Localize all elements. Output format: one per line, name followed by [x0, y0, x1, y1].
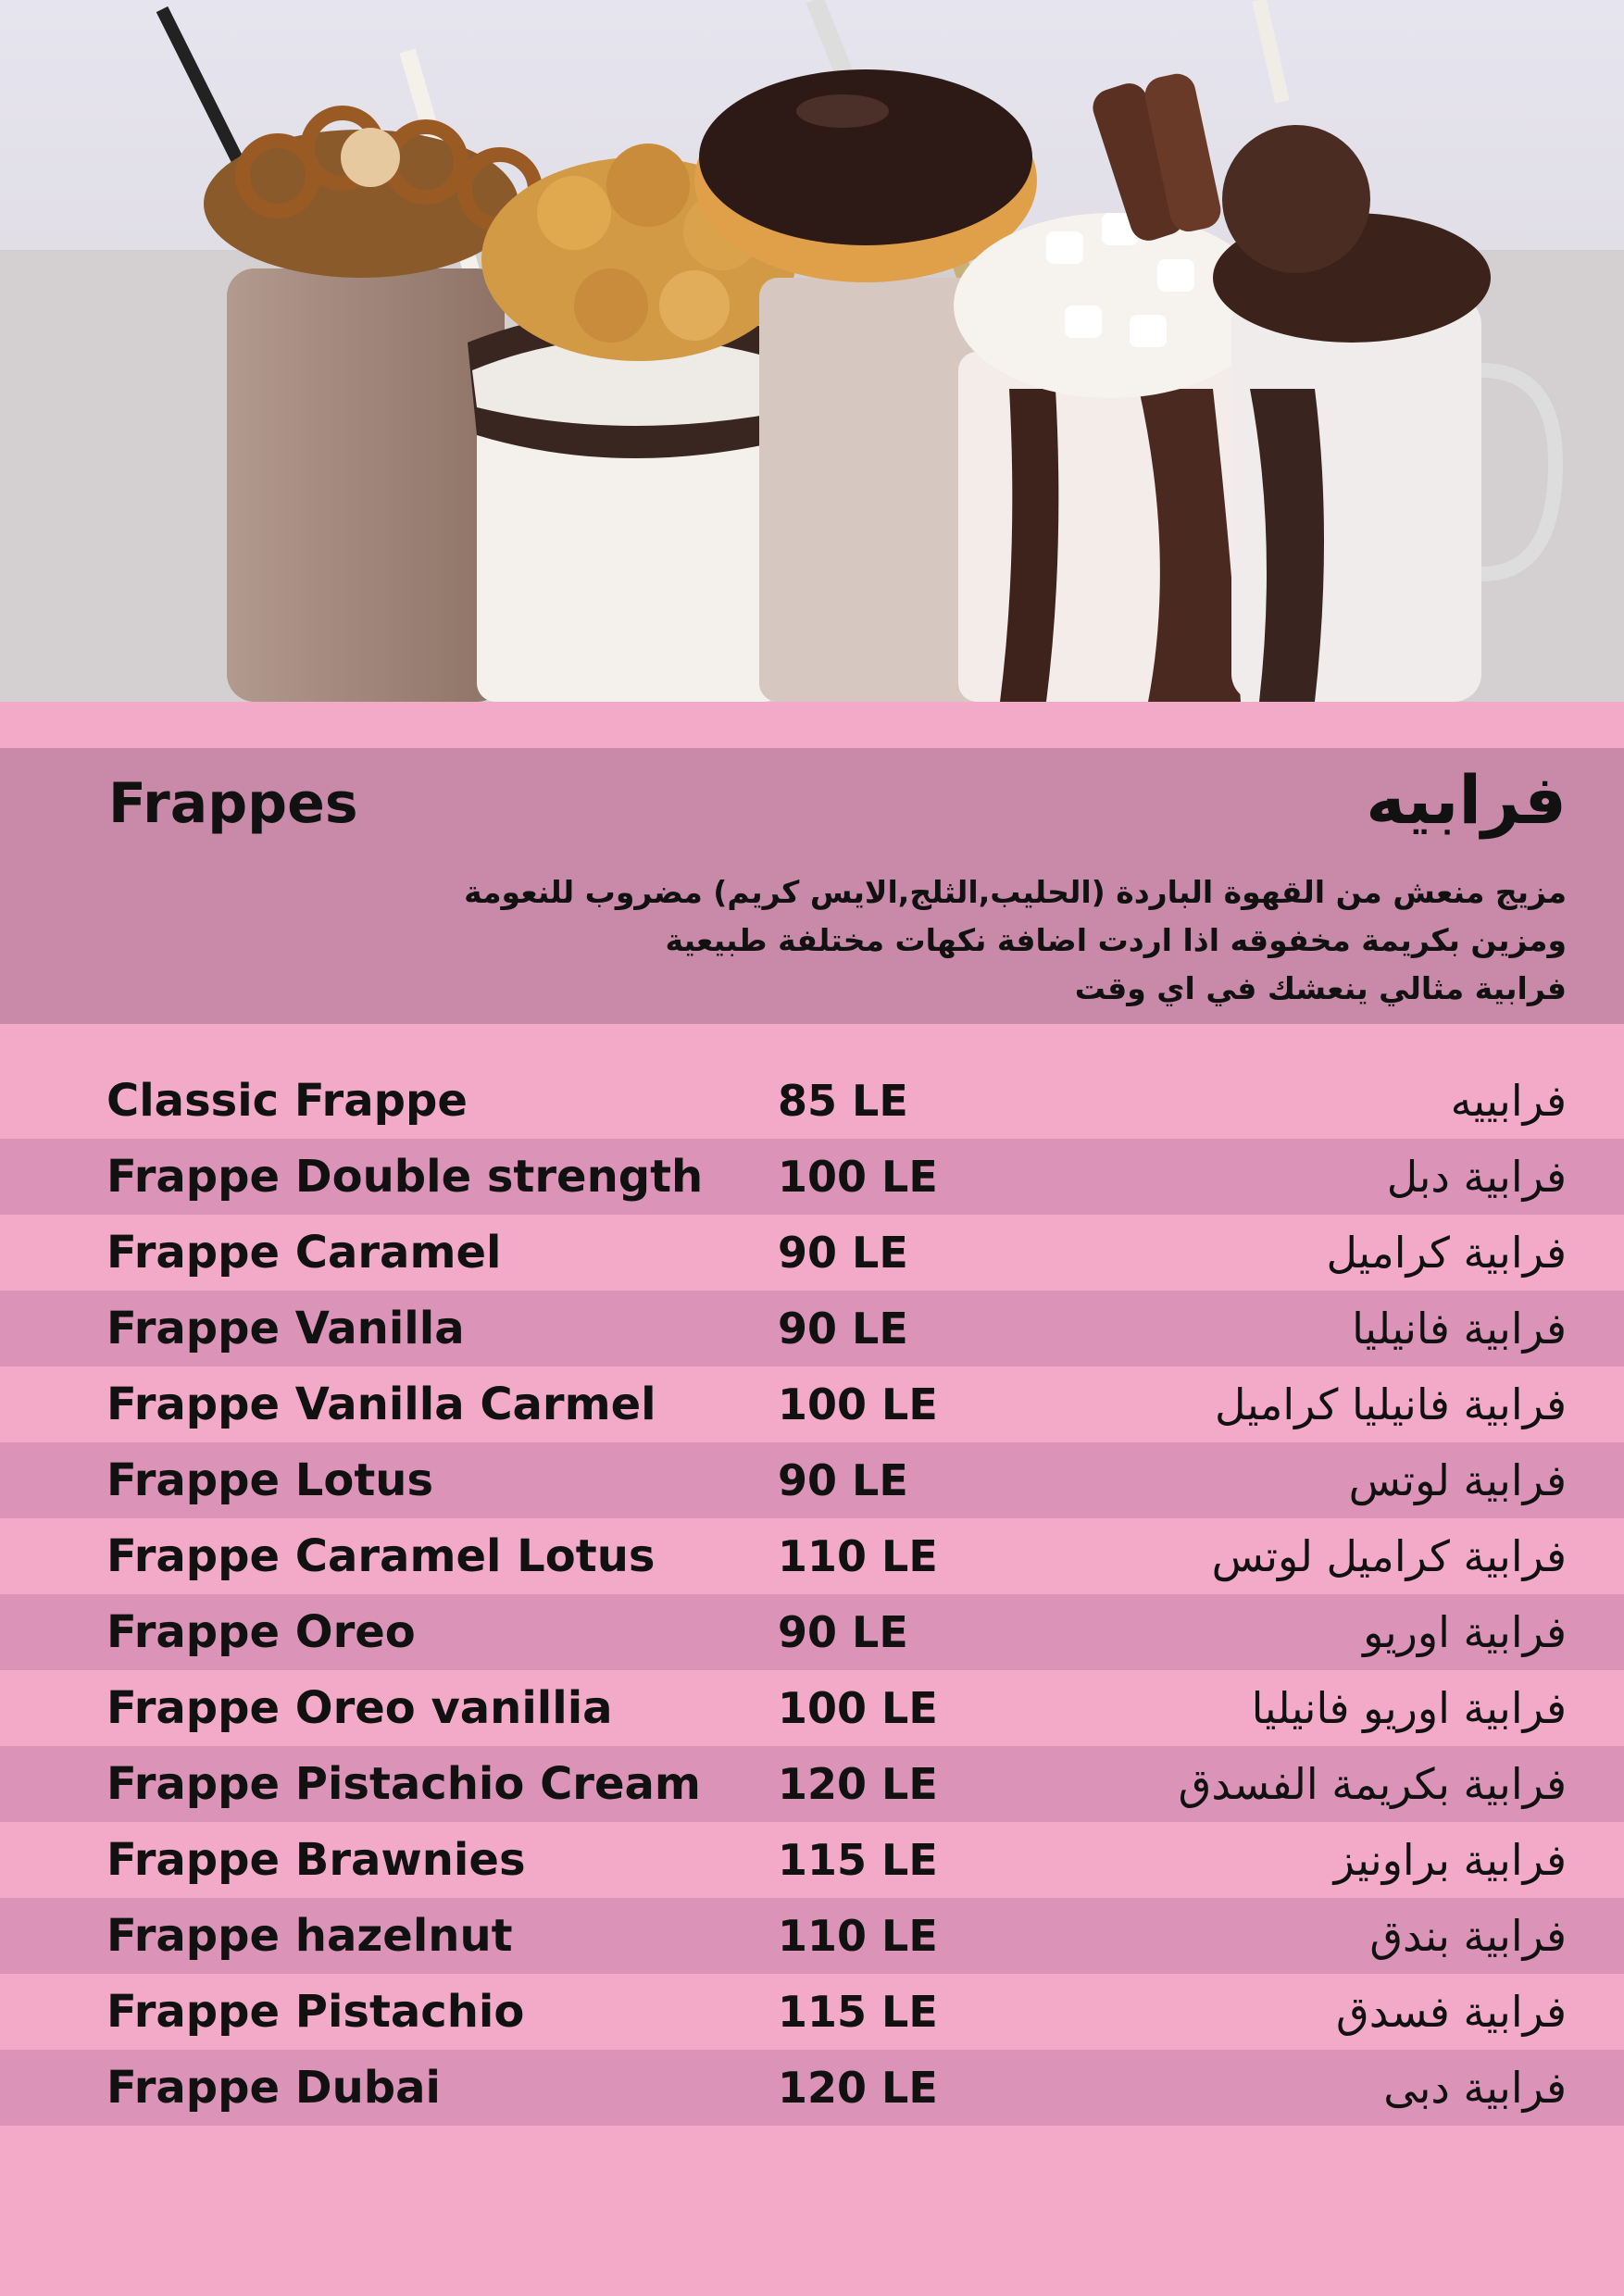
item-name-en: Frappe Caramel Lotus	[106, 1530, 656, 1582]
item-name-ar: فرابية لوتس	[1348, 1455, 1567, 1505]
menu-item	[0, 1063, 1624, 1139]
hero-photo	[0, 0, 1624, 702]
description-line: مزيج منعش من القهوة الباردة (الحليب,الثلج,الايس كريم) مضروب للنعومة	[464, 874, 1567, 910]
menu-item	[0, 1215, 1624, 1291]
item-name-en: Frappe Caramel	[106, 1227, 502, 1279]
item-name-en: Frappe Lotus	[106, 1454, 434, 1506]
item-price: 100 LE	[778, 1683, 938, 1733]
menu-item	[0, 1442, 1624, 1518]
section-title-en: Frappes	[108, 771, 358, 836]
menu-item	[0, 1746, 1624, 1822]
item-name-en: Frappe Pistachio Cream	[106, 1758, 701, 1810]
item-price: 115 LE	[778, 1987, 938, 2037]
section-description	[270, 868, 1567, 1013]
item-price: 115 LE	[778, 1835, 938, 1885]
item-name-en: Classic Frappe	[106, 1075, 468, 1127]
item-name-en: Frappe Dubai	[106, 2062, 441, 2114]
item-name-en: Frappe hazelnut	[106, 1910, 513, 1962]
item-name-en: Frappe Brawnies	[106, 1834, 526, 1886]
menu-item	[0, 1291, 1624, 1366]
item-name-ar: فرابية دبل	[1386, 1152, 1567, 1202]
menu-item	[0, 1670, 1624, 1746]
menu-item	[0, 1898, 1624, 1974]
menu-item	[0, 1974, 1624, 2050]
item-price: 85 LE	[778, 1076, 908, 1126]
milkshake-illustration	[0, 0, 1624, 702]
item-name-en: Frappe Double strength	[106, 1151, 704, 1203]
item-name-en: Frappe Pistachio	[106, 1986, 525, 2038]
item-price: 110 LE	[778, 1911, 938, 1961]
item-name-ar: فرابية كراميل لوتس	[1211, 1531, 1567, 1581]
item-name-ar: فرابية فانيليا	[1352, 1304, 1567, 1354]
item-name-ar: فرابييه	[1450, 1076, 1567, 1126]
item-name-en: Frappe Oreo vanillia	[106, 1682, 613, 1734]
section-title-ar: فرابيه	[1366, 761, 1567, 839]
item-price: 90 LE	[778, 1304, 908, 1354]
item-price: 90 LE	[778, 1228, 908, 1278]
item-name-ar: فرابية كراميل	[1326, 1228, 1567, 1278]
menu-item	[0, 1139, 1624, 1215]
item-price: 120 LE	[778, 1759, 938, 1809]
item-price: 120 LE	[778, 2063, 938, 2113]
menu-item	[0, 1822, 1624, 1898]
menu-item	[0, 1366, 1624, 1442]
item-price: 90 LE	[778, 1455, 908, 1505]
item-name-en: Frappe Vanilla Carmel	[106, 1379, 656, 1430]
item-name-ar: فرابية براونيز	[1333, 1835, 1567, 1885]
description-line: ومزين بكريمة مخفوقه اذا اردت اضافة نكهات مختلفة طبيعية	[665, 922, 1567, 958]
item-name-ar: فرابية فانيليا كراميل	[1215, 1379, 1567, 1429]
item-price: 110 LE	[778, 1531, 938, 1581]
item-price: 90 LE	[778, 1607, 908, 1657]
item-name-ar: فرابية فسدق	[1336, 1987, 1567, 2037]
item-name-en: Frappe Oreo	[106, 1606, 416, 1658]
menu-list	[0, 1063, 1624, 2126]
item-name-ar: فرابية بكريمة الفسدق	[1178, 1759, 1567, 1809]
item-price: 100 LE	[778, 1379, 938, 1429]
menu-item	[0, 1594, 1624, 1670]
item-name-ar: فرابية اوريو فانيليا	[1251, 1683, 1567, 1733]
item-name-ar: فرابية بندق	[1369, 1911, 1567, 1961]
menu-item	[0, 2050, 1624, 2126]
item-name-ar: فرابية اوريو	[1363, 1607, 1567, 1657]
menu-item	[0, 1518, 1624, 1594]
item-name-ar: فرابية دبى	[1383, 2063, 1567, 2113]
item-name-en: Frappe Vanilla	[106, 1303, 465, 1354]
item-price: 100 LE	[778, 1152, 938, 1202]
description-line: فرابية مثالي ينعشك في اي وقت	[1074, 970, 1567, 1006]
